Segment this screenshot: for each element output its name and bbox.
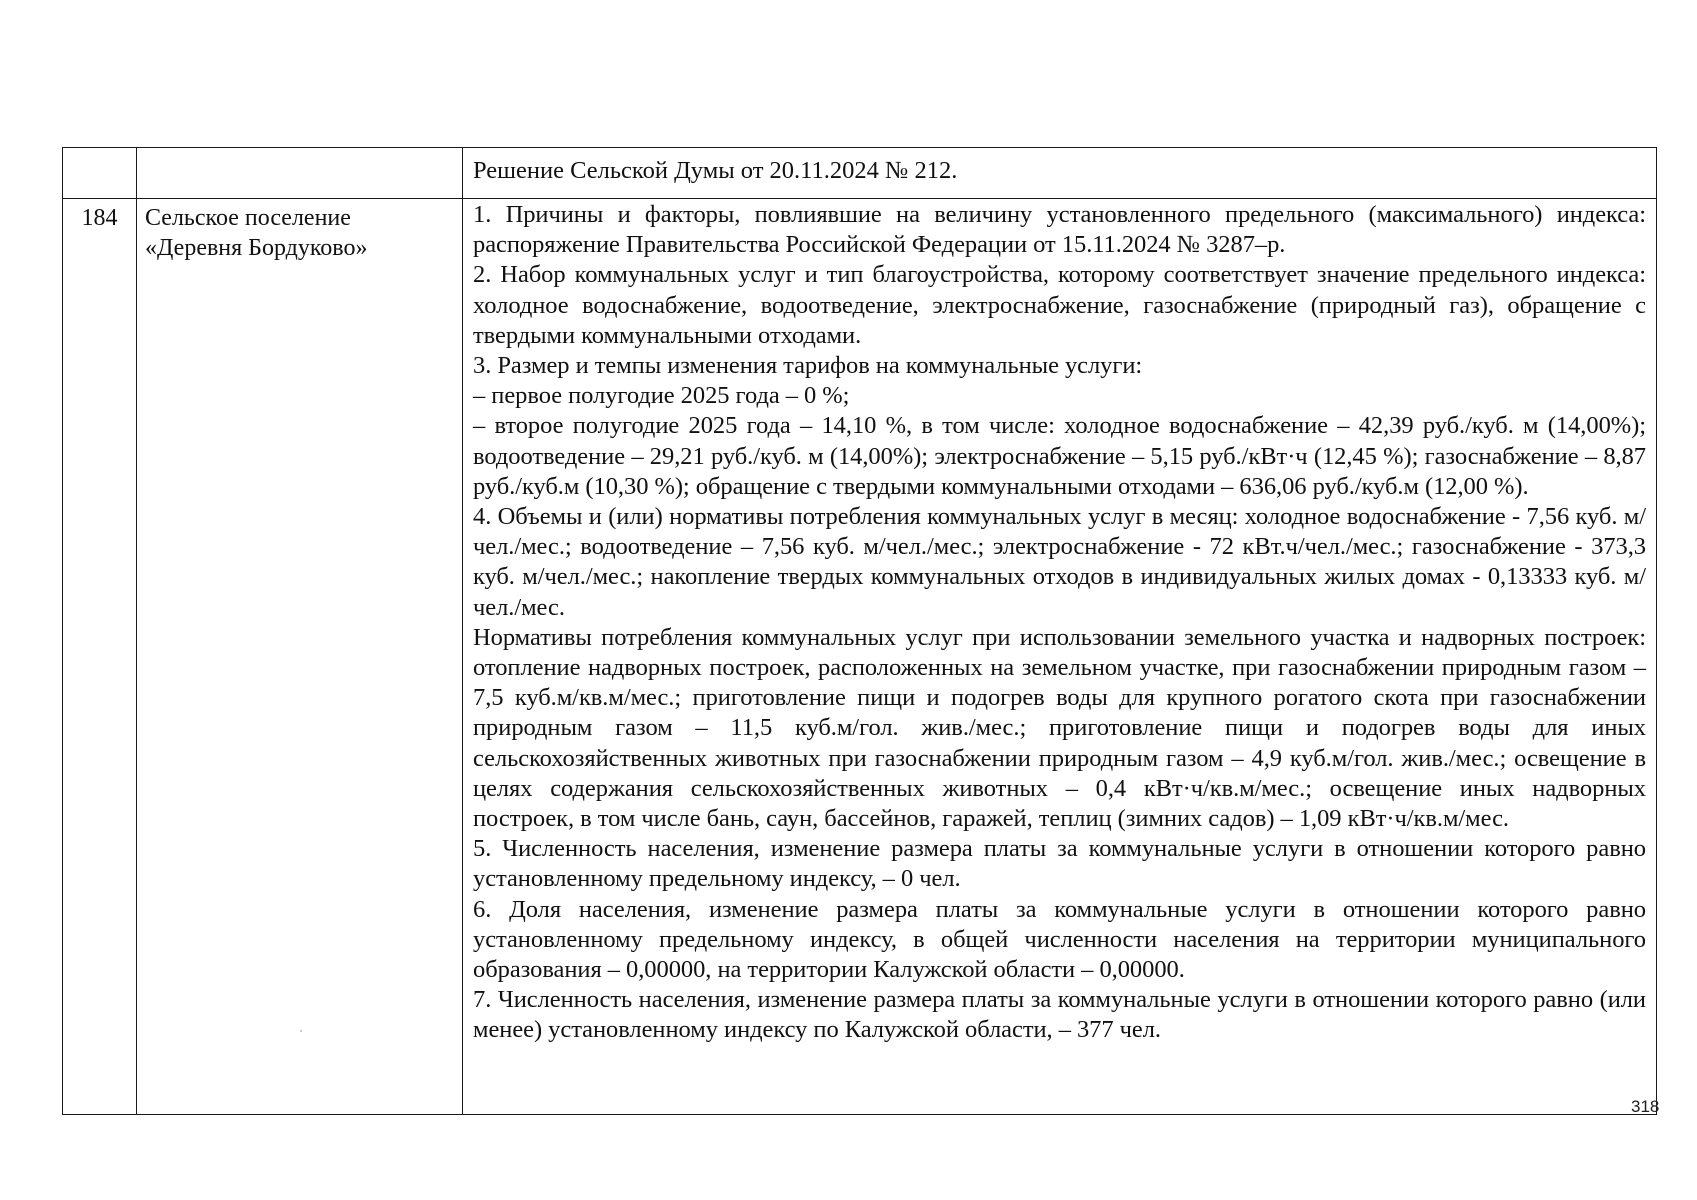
- paragraph-land-norms: Нормативы потребления коммунальных услуг при использовании земельного участка и надворных построек: отопление надворных построек, расположенных на земельном участке, при газоснабжении природным газом – 7,5 куб.м/кв.м/мес.; приготовление пищи и подогрев воды для крупного рогатого скота при газоснабжении природным газом – 11,5 куб.м/гол. жив./мес.; приготовление пищи и подогрев воды для иных сельскохозяйственных животных при газоснабжении природным газом – 4,9 куб.м/гол. жив./мес.; освещение в целях содержания сельскохозяйственных животных – 0,4 кВт·ч/кв.м/мес.; освещение иных надворных построек, в том числе бань, саун, бассейнов, гаражей, теплиц (зимних садов) – 1,09 кВт·ч/кв.м/мес.: [473, 623, 1646, 833]
- info-cell: [463, 199, 1660, 1116]
- paragraph-population-share: 6. Доля населения, изменение размера платы за коммунальные услуги в отношении которого равно установленному предельному индексу, в общей численности населения на территории муниципального образования – 0,00000, на территории Калужской области – 0,00000.: [473, 895, 1646, 984]
- paragraph-first-half: – первое полугодие 2025 года – 0 %;: [473, 382, 850, 410]
- paragraph-reasons: 1. Причины и факторы, повлиявшие на величину установленного предельного (максимального) индекса: распоряжение Правительства Российской Федерации от 15.11.2024 № 3287–р.: [473, 201, 1646, 259]
- paragraph-population-regional: 7. Численность населения, изменение размера платы за коммунальные услуги в отношении которого равно (или менее) установленному индексу по Калужской области, – 377 чел.: [473, 986, 1646, 1044]
- settlement-name-cell: [137, 199, 463, 1115]
- table-row: [63, 199, 1657, 1115]
- document-table: [62, 147, 1660, 1116]
- paragraph-population-equal: 5. Численность населения, изменение размера платы за коммунальные услуги в отношении которого равно установленному предельному индексу, – 0 чел.: [473, 835, 1646, 893]
- header-name-cell: [137, 148, 463, 199]
- scan-speck: [300, 1030, 302, 1032]
- paragraph-tariffs-heading: 3. Размер и темпы изменения тарифов на коммунальные услуги:: [473, 352, 1143, 380]
- paragraph-second-half: – второе полугодие 2025 года – 14,10 %, в том числе: холодное водоснабжение – 42,39 руб./куб. м (14,00%); водоотведение – 29,21 руб./куб. м (14,00%); электроснабжение – 5,15 руб./кВт·ч (12,45 %); газоснабжение – 8,87 руб./куб.м (10,30 %); обращение с твердыми коммунальными отходами – 636,06 руб./куб.м (12,00 %).: [473, 412, 1646, 500]
- paragraph-services-set: 2. Набор коммунальных услуг и тип благоустройства, которому соответствует значение предельного индекса: холодное водоснабжение, водоотведение, электроснабжение, газоснабжение (природный газ), обращение с твердыми коммунальными отходами.: [473, 261, 1646, 349]
- settlement-name: «Деревня Бордуково»: [145, 235, 368, 261]
- header-num-cell: [63, 148, 137, 199]
- settlement-type: Сельское поселение: [145, 205, 351, 231]
- page-number: 318: [1631, 1097, 1660, 1116]
- table-row-header: [63, 148, 1657, 199]
- decision-reference: Решение Сельской Думы от 20.11.2024 № 212.: [463, 148, 1657, 199]
- paragraph-consumption-norms: 4. Объемы и (или) нормативы потребления коммунальных услуг в месяц: холодное водоснабжение - 7,56 куб. м/чел./мес.; водоотведение – 7,56 куб. м/чел./мес.; электроснабжение - 72 кВт.ч/чел./мес.; газоснабжение - 373,3 куб. м/чел./мес.; накопление твердых коммунальных отходов в индивидуальных жилых домах - 0,13333 куб. м/чел./мес.: [473, 503, 1646, 621]
- row-number: 184: [63, 199, 137, 1115]
